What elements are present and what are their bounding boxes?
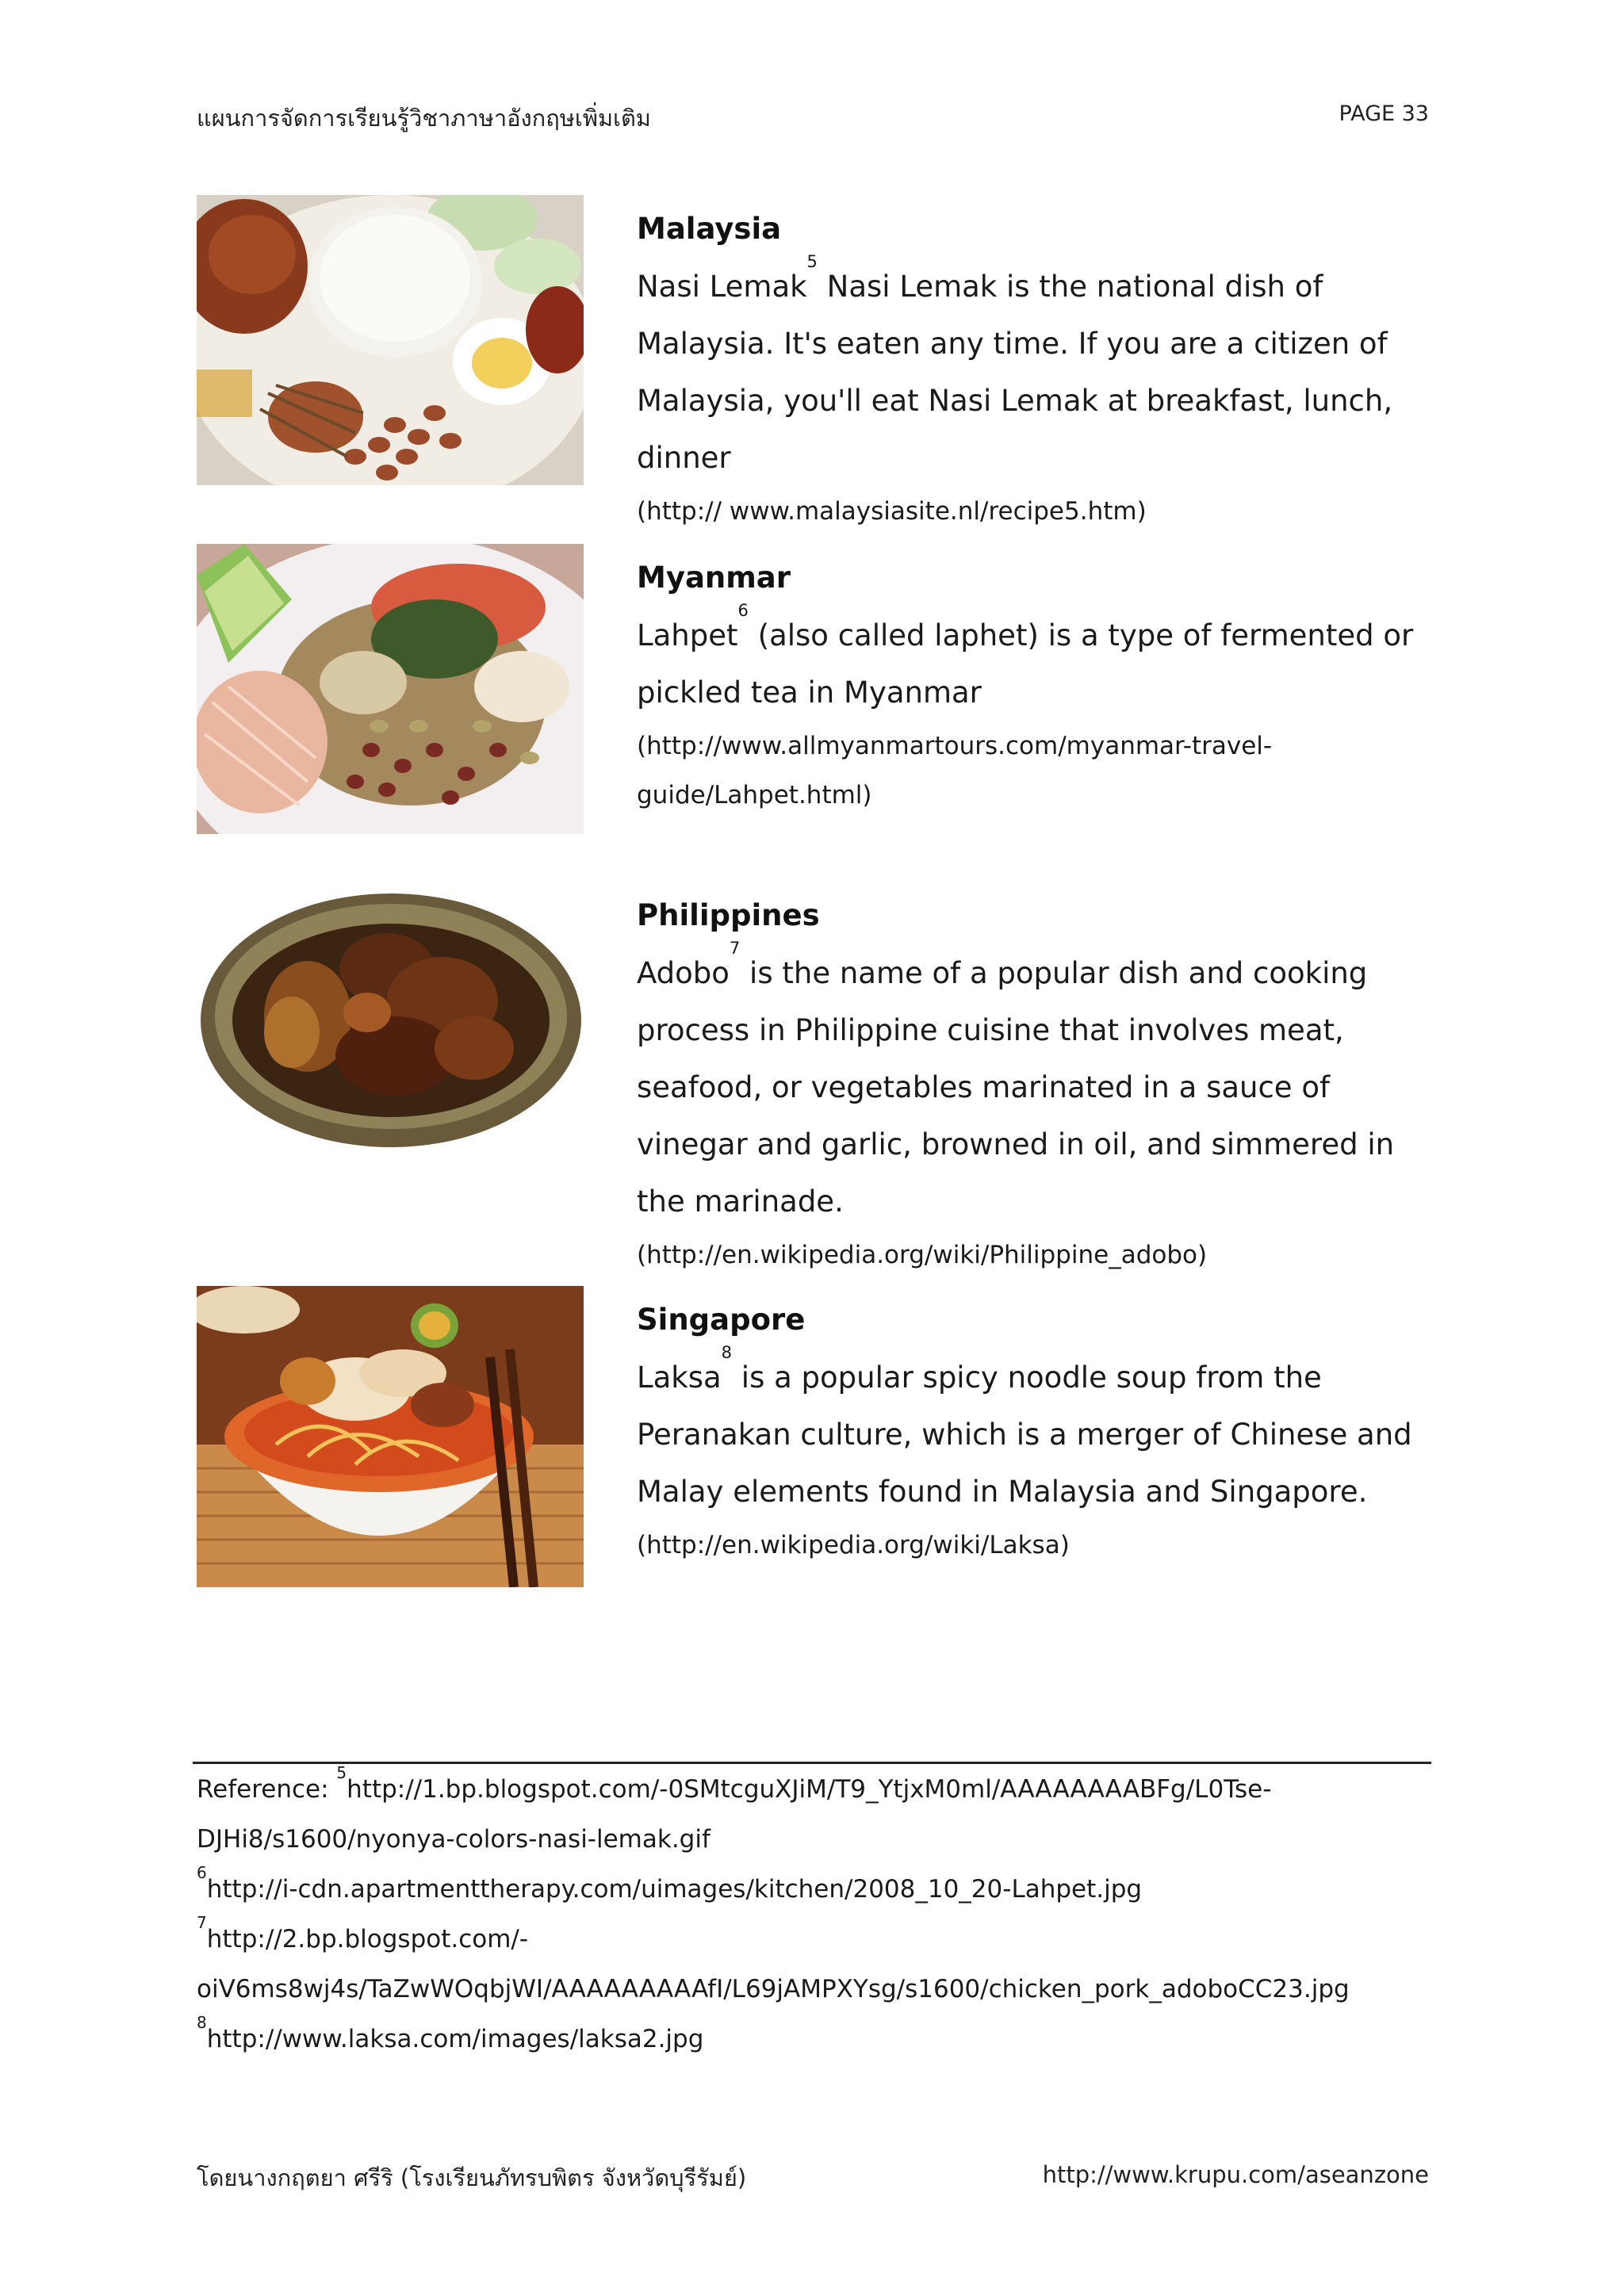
reference-url[interactable]: http://2.bp.blogspot.com/-oiV6ms8wj4s/TaZwWOqbjWI/AAAAAAAAAfI/L69jAMPXYsg/s1600/chicken_pork_adoboCC23.jpg xyxy=(197,1925,1350,2003)
dish-name: Adobo xyxy=(637,956,730,990)
lahpet-photo xyxy=(197,544,584,834)
footnote-marker: 7 xyxy=(729,939,741,958)
country-name: Malaysia xyxy=(637,212,782,246)
entry-text xyxy=(637,896,1438,1280)
footnote-marker: 5 xyxy=(336,1763,347,1782)
dish-name: Nasi Lemak xyxy=(637,270,807,304)
footnote-marker: 6 xyxy=(737,601,749,620)
dish-text: is the name of a popular dish and cooking process in Philippine cuisine that involves meat, seafood, or vegetables marinated in a sauce of vinegar and garlic, browned in oil, and simmered in the marinade. xyxy=(637,956,1395,1219)
source-link[interactable]: (http:// www.malaysiasite.nl/recipe5.htm) xyxy=(637,497,1147,526)
source-link[interactable]: (http://www.allmyanmartours.com/myanmar-travel-guide/Lahpet.html) xyxy=(637,732,1273,809)
footnote-marker: 8 xyxy=(197,2013,207,2032)
reference-item xyxy=(197,2015,1434,2064)
dish-description xyxy=(637,252,1438,487)
dish-description xyxy=(637,1343,1438,1521)
dish-text: is a popular spicy noodle soup from the Peranakan culture, which is a merger of Chinese and Malay elements found in Malaysia and Singapore. xyxy=(637,1360,1412,1509)
dish-text: (also called laphet) is a type of fermented or pickled tea in Myanmar xyxy=(637,618,1414,710)
header-title: แผนการจัดการเรียนรู้วิชาภาษาอังกฤษเพิ่มเติม xyxy=(197,105,651,132)
country-name: Singapore xyxy=(637,1303,806,1337)
reference-item xyxy=(197,1915,1434,2015)
reference-divider xyxy=(193,1762,1431,1764)
footnote-marker: 8 xyxy=(721,1343,733,1362)
entry-text xyxy=(637,209,1438,536)
page-number: PAGE 33 xyxy=(1339,101,1429,126)
reference-item xyxy=(197,1765,1434,1865)
reference-url[interactable]: http://www.laksa.com/images/laksa2.jpg xyxy=(206,2025,704,2053)
dish-text: Nasi Lemak is the national dish of Malaysia. It's eaten any time. If you are a citizen of Malaysia, you'll eat Nasi Lemak at breakfast, lunch, dinner xyxy=(637,270,1393,475)
reference-url[interactable]: http://i-cdn.apartmenttherapy.com/uimages/kitchen/2008_10_20-Lahpet.jpg xyxy=(206,1875,1143,1904)
dish-name: Laksa xyxy=(637,1360,722,1395)
entry-text xyxy=(637,558,1438,820)
entry-text xyxy=(637,1300,1438,1570)
reference-list xyxy=(197,1765,1434,2064)
footnote-marker: 6 xyxy=(197,1863,207,1882)
footnote-marker: 5 xyxy=(806,252,818,271)
dish-name: Lahpet xyxy=(637,618,738,652)
laksa-photo xyxy=(197,1286,584,1587)
nasi-lemak-photo xyxy=(197,195,584,485)
footer-author: โดยนางกฤตยา ศรีริ (โรงเรียนภัทรบพิตร จังหวัดบุรีรัมย์) xyxy=(197,2164,747,2191)
adobo-photo xyxy=(197,882,584,1159)
reference-label: Reference: xyxy=(197,1775,337,1804)
footnote-marker: 7 xyxy=(197,1913,207,1932)
country-name: Philippines xyxy=(637,898,820,932)
dish-description xyxy=(637,939,1438,1230)
source-link[interactable]: (http://en.wikipedia.org/wiki/Philippine_adobo) xyxy=(637,1241,1208,1269)
country-name: Myanmar xyxy=(637,561,791,595)
dish-description xyxy=(637,601,1438,721)
reference-item xyxy=(197,1865,1434,1915)
reference-url[interactable]: http://1.bp.blogspot.com/-0SMtcguXJiM/T9_YtjxM0ml/AAAAAAAABFg/L0Tse-DJHi8/s1600/nyonya-colors-nasi-lemak.gif xyxy=(197,1775,1272,1854)
footer-url[interactable]: http://www.krupu.com/aseanzone xyxy=(1042,2161,1429,2188)
source-link[interactable]: (http://en.wikipedia.org/wiki/Laksa) xyxy=(637,1531,1070,1559)
